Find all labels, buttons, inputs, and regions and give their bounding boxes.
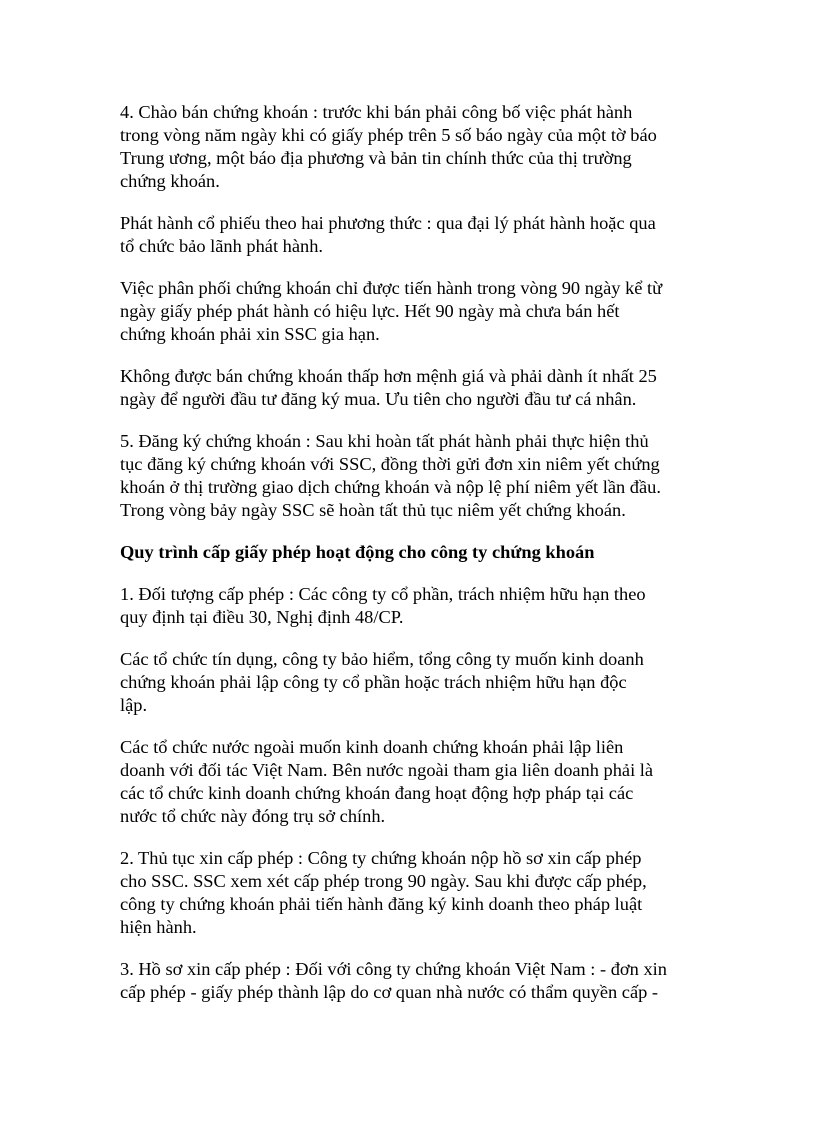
text-line: 3. Hồ sơ xin cấp phép : Đối với công ty chứng khoán Việt Nam : - đơn xin: [120, 959, 667, 979]
text-line: Không được bán chứng khoán thấp hơn mệnh giá và phải dành ít nhất 25: [120, 366, 657, 386]
text-line: Việc phân phối chứng khoán chỉ được tiến hành trong vòng 90 ngày kể từ: [120, 278, 663, 298]
paragraph-distribution-period: [120, 277, 700, 346]
text-line: chứng khoán.: [120, 171, 220, 191]
paragraph-securities-registration: [120, 430, 700, 522]
paragraph-license-procedure: [120, 847, 700, 939]
document-body: [120, 101, 700, 1023]
text-line: ngày để người đầu tư đăng ký mua. Ưu tiên cho người đầu tư cá nhân.: [120, 389, 637, 409]
paragraph-licensing-subjects: [120, 583, 700, 629]
paragraph-license-dossier: [120, 958, 700, 1004]
paragraph-credit-institutions: [120, 648, 700, 717]
text-line: chứng khoán phải lập công ty cổ phần hoặc trách nhiệm hữu hạn độc: [120, 672, 627, 692]
text-line: tổ chức bảo lãnh phát hành.: [120, 236, 324, 256]
text-line: cho SSC. SSC xem xét cấp phép trong 90 ngày. Sau khi được cấp phép,: [120, 871, 647, 891]
text-line: Phát hành cổ phiếu theo hai phương thức : qua đại lý phát hành hoặc qua: [120, 213, 656, 233]
text-line: lập.: [120, 695, 148, 715]
text-line: doanh với đối tác Việt Nam. Bên nước ngoài tham gia liên doanh phải là: [120, 760, 654, 780]
text-line: tục đăng ký chứng khoán với SSC, đồng thời gửi đơn xin niêm yết chứng: [120, 454, 660, 474]
text-line: nước tổ chức này đóng trụ sở chính.: [120, 806, 386, 826]
section-heading: Quy trình cấp giấy phép hoạt động cho công ty chứng khoán: [120, 542, 595, 562]
text-line: ngày giấy phép phát hành có hiệu lực. Hết 90 ngày mà chưa bán hết: [120, 301, 620, 321]
text-line: trong vòng năm ngày khi có giấy phép trên 5 số báo ngày của một tờ báo: [120, 125, 657, 145]
text-line: Trung ương, một báo địa phương và bản tin chính thức của thị trường: [120, 148, 632, 168]
paragraph-issuance-methods: [120, 212, 700, 258]
text-line: 5. Đăng ký chứng khoán : Sau khi hoàn tất phát hành phải thực hiện thủ: [120, 431, 649, 451]
text-line: khoán ở thị trường giao dịch chứng khoán và nộp lệ phí niêm yết lần đầu.: [120, 477, 661, 497]
text-line: Các tổ chức nước ngoài muốn kinh doanh chứng khoán phải lập liên: [120, 737, 624, 757]
text-line: Các tổ chức tín dụng, công ty bảo hiểm, tổng công ty muốn kinh doanh: [120, 649, 644, 669]
text-line: các tổ chức kinh doanh chứng khoán đang hoạt động hợp pháp tại các: [120, 783, 634, 803]
text-line: 1. Đối tượng cấp phép : Các công ty cổ phần, trách nhiệm hữu hạn theo: [120, 584, 646, 604]
text-line: cấp phép - giấy phép thành lập do cơ quan nhà nước có thẩm quyền cấp -: [120, 982, 659, 1002]
text-line: chứng khoán phải xin SSC gia hạn.: [120, 324, 380, 344]
paragraph-par-value-rule: [120, 365, 700, 411]
paragraph-securities-offering: [120, 101, 700, 193]
text-line: công ty chứng khoán phải tiến hành đăng ký kinh doanh theo pháp luật: [120, 894, 643, 914]
text-line: quy định tại điều 30, Nghị định 48/CP.: [120, 607, 404, 627]
text-line: Trong vòng bảy ngày SSC sẽ hoàn tất thủ tục niêm yết chứng khoán.: [120, 500, 626, 520]
text-line: hiện hành.: [120, 917, 197, 937]
paragraph-foreign-organizations: [120, 736, 700, 828]
text-line: 4. Chào bán chứng khoán : trước khi bán phải công bố việc phát hành: [120, 102, 633, 122]
text-line: 2. Thủ tục xin cấp phép : Công ty chứng khoán nộp hồ sơ xin cấp phép: [120, 848, 642, 868]
